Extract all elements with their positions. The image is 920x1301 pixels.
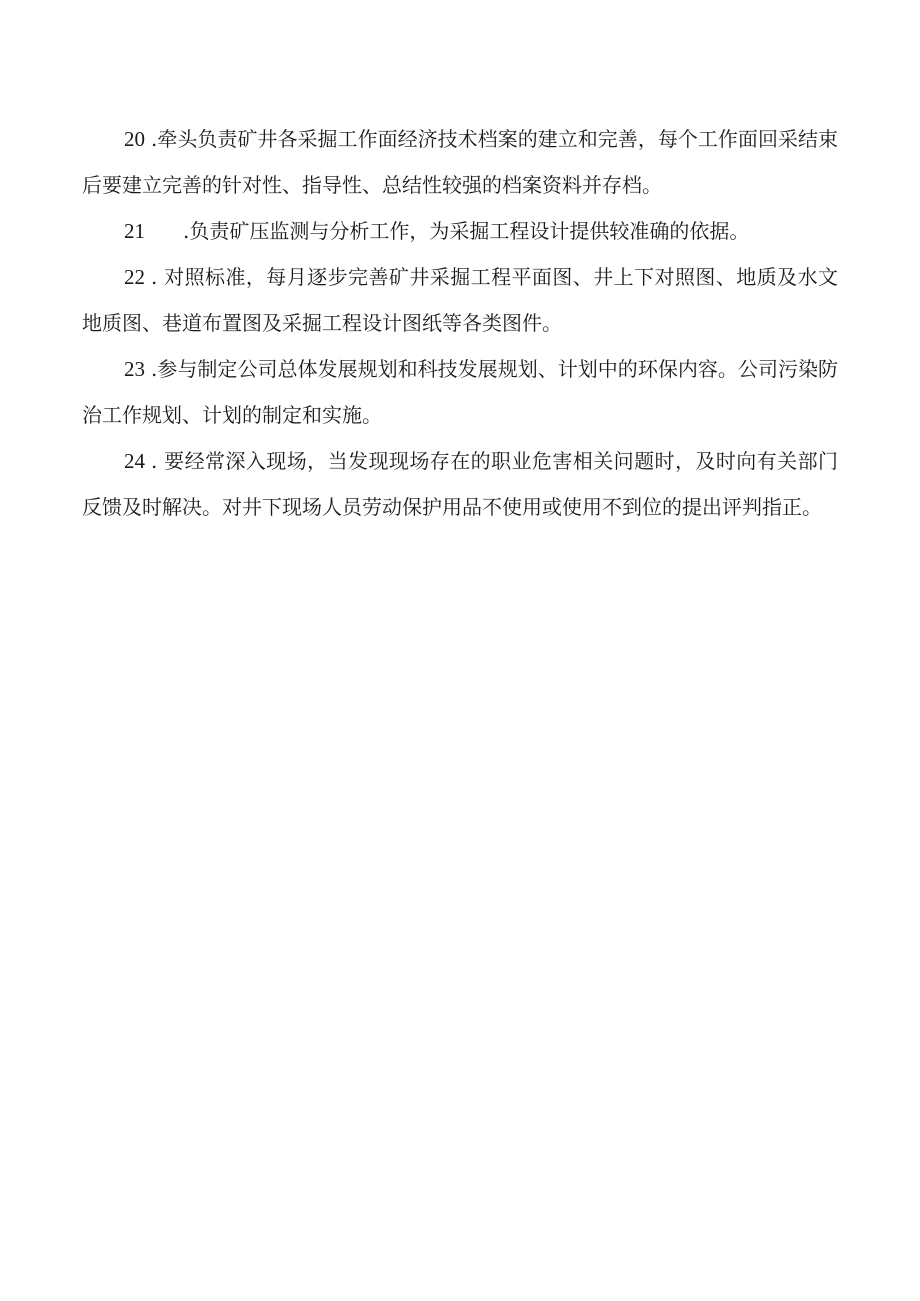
item-text: . 要经常深入现场，当发现现场存在的职业危害相关问题时，及时向有关部门反馈及时解决。对井下现场人员劳动保护用品不使用或使用不到位的提出评判指正。 bbox=[82, 449, 838, 519]
list-item-24 bbox=[82, 438, 838, 530]
list-item-22 bbox=[82, 254, 838, 346]
item-text: .牵头负责矿井各采掘工作面经济技术档案的建立和完善，每个工作面回采结束后要建立完善的针对性、指导性、总结性较强的档案资料并存档。 bbox=[82, 127, 838, 197]
list-item-23 bbox=[82, 346, 838, 438]
item-number: 21 bbox=[124, 219, 145, 243]
item-number: 20 bbox=[124, 127, 145, 151]
item-text: . 对照标准，每月逐步完善矿井采掘工程平面图、井上下对照图、地质及水文地质图、巷道布置图及采掘工程设计图纸等各类图件。 bbox=[82, 265, 838, 335]
document-page bbox=[82, 116, 838, 530]
item-text: .负责矿压监测与分析工作，为采掘工程设计提供较准确的依据。 bbox=[183, 219, 750, 243]
item-number: 24 bbox=[124, 449, 145, 473]
list-item-20 bbox=[82, 116, 838, 208]
item-number: 22 bbox=[124, 265, 145, 289]
list-item-21 bbox=[82, 208, 838, 254]
item-number: 23 bbox=[124, 357, 145, 381]
item-text: .参与制定公司总体发展规划和科技发展规划、计划中的环保内容。公司污染防治工作规划、计划的制定和实施。 bbox=[82, 357, 838, 427]
